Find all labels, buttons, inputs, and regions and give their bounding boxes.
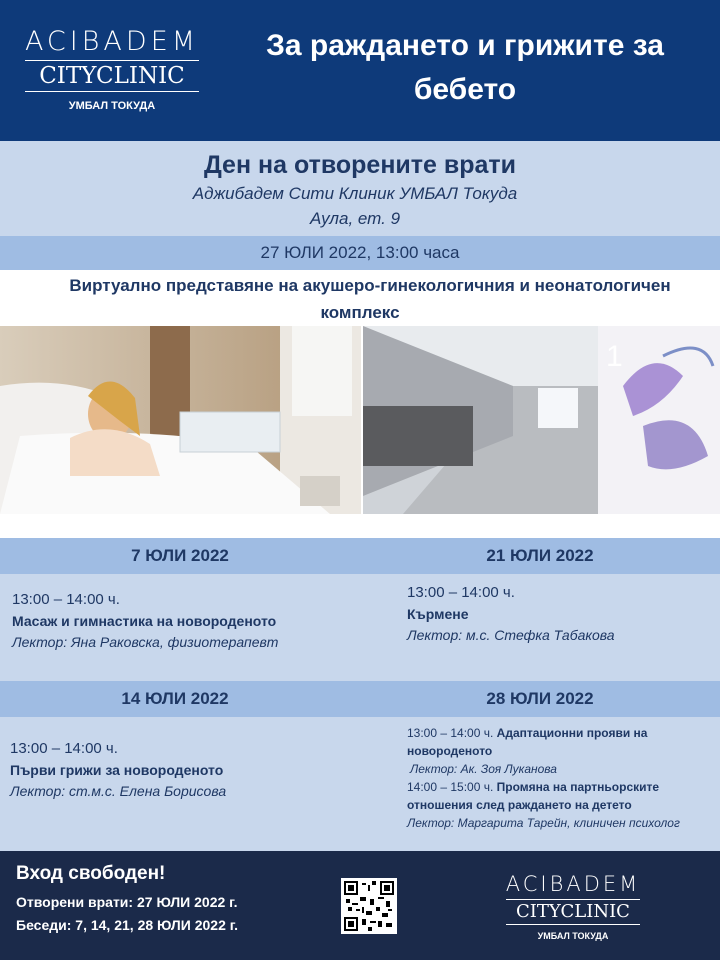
footer-logo-city: CITYCLINIC	[506, 899, 640, 925]
session-4-item-2-topic-b: отношения след раждането на детето	[407, 798, 632, 812]
qr-code[interactable]	[341, 878, 397, 934]
session-2-time: 13:00 – 14:00 ч.	[407, 584, 515, 601]
title-line-1: За раждането и грижите за	[266, 29, 664, 62]
session-1-date: 7 ЮЛИ 2022	[131, 546, 229, 565]
svg-text:1: 1	[606, 340, 623, 373]
logo-hospital: УМБАЛ ТОКУДА	[68, 100, 156, 112]
session-4-item-2-topic-a: Промяна на партньорските	[496, 780, 660, 794]
session-4-details	[407, 724, 717, 832]
session-4-item-1-topic-b: новороденото	[407, 744, 493, 758]
session-4-item-2-lecturer: Лектор: Маргарита Тарейн, клиничен психолог	[407, 816, 680, 830]
session-1-time: 13:00 – 14:00 ч.	[12, 591, 120, 608]
talks-date-line	[16, 917, 238, 933]
open-day-section	[0, 141, 720, 236]
open-day-venue: Аджибадем Сити Клиник УМБАЛ Токуда	[192, 184, 518, 203]
open-day-datetime: 27 ЮЛИ 2022, 13:00 часа	[0, 236, 720, 270]
session-3-lecturer: Лектор: ст.м.с. Елена Борисова	[10, 783, 227, 799]
session-2-date: 21 ЮЛИ 2022	[486, 546, 594, 565]
open-day-value: 27 ЮЛИ 2022 г.	[136, 894, 238, 910]
footer-acibadem-logo	[498, 871, 648, 941]
description-line-2: комплекс	[320, 303, 400, 322]
footer	[0, 851, 720, 960]
session-2-details	[407, 583, 707, 645]
session-4-item-1-time: 13:00 – 14:00 ч.	[407, 726, 494, 740]
mother-baby-photo	[0, 326, 361, 514]
session-4-item-1	[407, 724, 717, 742]
session-4-date: 28 ЮЛИ 2022	[486, 689, 594, 708]
session-1-topic: Масаж и гимнастика на новороденото	[12, 613, 277, 629]
session-4-item-1-lecturer: Лектор: Ак. Зоя Луканова	[410, 762, 557, 776]
logo-city: CITYCLINIC	[25, 60, 199, 92]
session-3-date: 14 ЮЛИ 2022	[121, 689, 229, 708]
open-day-date-line	[16, 894, 237, 910]
logo-brand: ACIBADEM	[24, 26, 200, 57]
session-1-lecturer: Лектор: Яна Раковска, физиотерапевт	[12, 634, 279, 650]
acibadem-logo	[14, 26, 210, 112]
description-line-1: Виртуално представяне на акушеро-гинекологичния и неонатологичен	[69, 276, 671, 295]
footer-logo-brand: ACIBADEM	[505, 872, 641, 896]
session-2-lecturer: Лектор: м.с. Стефка Табакова	[407, 627, 615, 643]
open-day-place: Аула, ет. 9	[309, 209, 401, 228]
photo-strip	[0, 326, 720, 514]
session-3-time: 13:00 – 14:00 ч.	[10, 740, 118, 757]
open-day-label: Отворени врати:	[16, 894, 134, 910]
session-2-topic: Кърмене	[407, 606, 469, 622]
session-3-details	[10, 739, 350, 801]
open-day-title: Ден на отворените врати	[203, 151, 517, 179]
header-banner	[0, 0, 720, 141]
title-line-2: бебето	[413, 73, 517, 106]
open-day-description	[0, 270, 720, 326]
session-4-item-2	[407, 778, 717, 796]
talks-label: Беседи:	[16, 917, 72, 933]
footer-logo-hospital: УМБАЛ ТОКУДА	[537, 931, 609, 941]
session-4-item-1-topic-a: Адаптационни прояви на	[496, 726, 648, 740]
free-entry-text: Вход свободен!	[16, 863, 166, 884]
session-1-details	[12, 590, 352, 652]
session-4-item-2-time: 14:00 – 15:00 ч.	[407, 780, 494, 794]
page-title	[240, 24, 690, 112]
hospital-corridor-photo	[363, 326, 720, 514]
talks-value: 7, 14, 21, 28 ЮЛИ 2022 г.	[75, 917, 239, 933]
session-3-topic: Първи грижи за новороденото	[10, 762, 224, 778]
